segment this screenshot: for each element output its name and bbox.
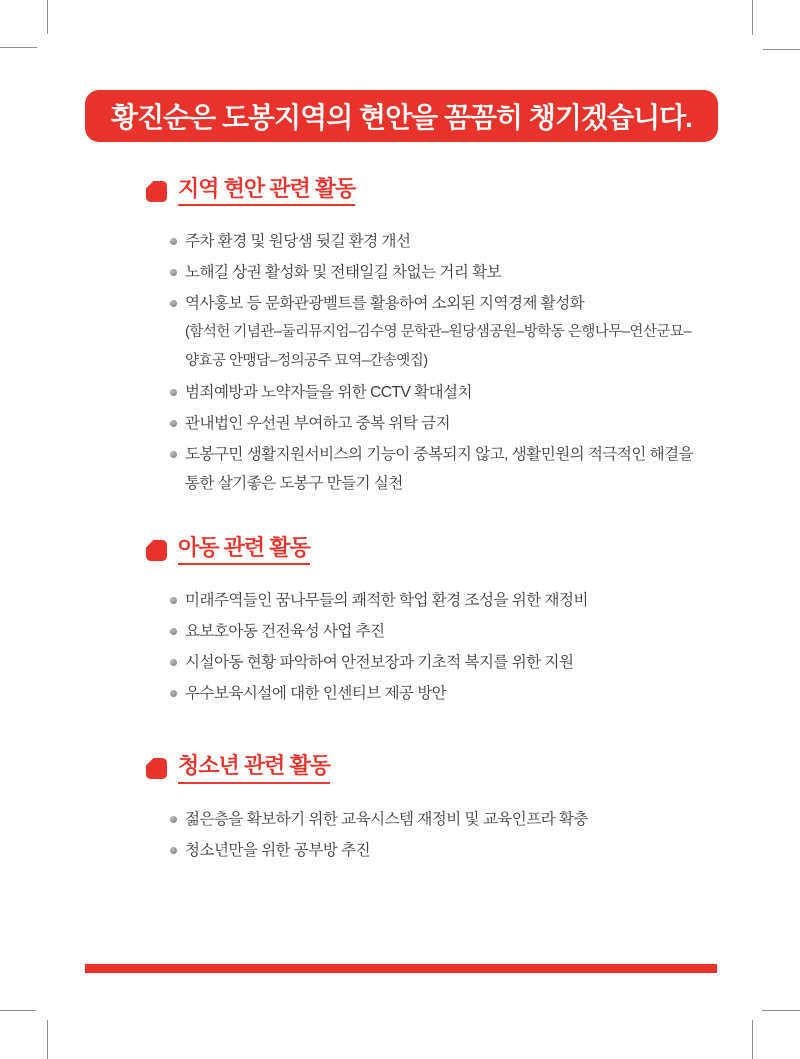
crop-mark-bottom-left-vertical [47, 1020, 48, 1059]
list-item [146, 440, 724, 498]
section-marker-icon [146, 758, 167, 779]
list-item [146, 805, 724, 834]
list-item [146, 378, 724, 407]
section-header [146, 754, 724, 783]
list-item [146, 289, 724, 376]
list-item-text: 젊은층을 확보하기 위한 교육시스템 재정비 및 교육인프라 확충 [185, 810, 588, 828]
list-item-text: 역사홍보 등 문화관광벨트를 활용하여 소외된 지역경제 활성화 [185, 295, 585, 313]
crop-mark-bottom-left-horizontal [0, 1010, 36, 1011]
bullet-icon [170, 628, 177, 635]
list-item-text: 노해길 상권 활성화 및 전태일길 차없는 거리 확보 [185, 264, 502, 282]
crop-mark-top-left-horizontal [0, 47, 37, 48]
list-item [146, 586, 724, 615]
headline-banner [85, 90, 718, 142]
bullet-icon [170, 269, 177, 276]
bullet-icon [170, 420, 177, 427]
bullet-icon [170, 690, 177, 697]
section-heading: 아동 관련 활동 [178, 536, 310, 565]
list-item-note: (함석헌 기념관–둘리뮤지엄–김수영 문학관–원당샘공원–방학동 은행나무–연산군묘–양효공 안맹담–정의공주 묘역–간송옛집) [185, 324, 692, 370]
bullet-icon [170, 816, 177, 823]
list-item [146, 836, 724, 865]
list-item [146, 617, 724, 646]
section-item-list [146, 227, 724, 498]
bullet-icon [170, 847, 177, 854]
headline-title: 황진순은 도봉지역의 현안을 꼼꼼히 챙기겠습니다. [111, 102, 692, 133]
crop-mark-bottom-right-vertical [752, 1020, 753, 1059]
bullet-icon [170, 300, 177, 307]
list-item-text: 요보호아동 건전육성 사업 추진 [185, 623, 385, 641]
section [146, 536, 724, 708]
list-item [146, 679, 724, 708]
section [146, 177, 724, 498]
list-item [146, 409, 724, 438]
bullet-icon [170, 238, 177, 245]
crop-mark-top-left-vertical [47, 0, 48, 34]
list-item-text: 주차 환경 및 원당샘 뒷길 환경 개선 [185, 233, 411, 251]
section-heading: 청소년 관련 활동 [178, 754, 330, 783]
section-heading: 지역 현안 관련 활동 [178, 177, 355, 206]
list-item-text: 범죄예방과 노약자들을 위한 CCTV 확대설치 [185, 384, 472, 402]
section-item-list [146, 586, 724, 708]
section [146, 754, 724, 864]
content [146, 177, 724, 903]
bullet-icon [170, 451, 177, 458]
list-item-text: 우수보육시설에 대한 인센티브 제공 방안 [185, 685, 447, 703]
bullet-icon [170, 597, 177, 604]
section-item-list [146, 805, 724, 865]
crop-mark-top-right-vertical [752, 0, 753, 35]
list-item-text: 미래주역들인 꿈나무들의 쾌적한 학업 환경 조성을 위한 재정비 [185, 592, 588, 610]
list-item-text: 청소년만을 위한 공부방 추진 [185, 841, 371, 859]
crop-mark-top-right-horizontal [763, 49, 800, 50]
list-item [146, 258, 724, 287]
crop-mark-bottom-right-horizontal [762, 1010, 800, 1011]
section-marker-icon [146, 181, 167, 202]
footer-rule [85, 964, 717, 973]
section-marker-icon [146, 540, 167, 561]
list-item [146, 227, 724, 256]
section-header [146, 177, 724, 206]
list-item-text: 시설아동 현황 파악하여 안전보장과 기초적 복지를 위한 지원 [185, 654, 574, 672]
list-item-text: 관내법인 우선권 부여하고 중복 위탁 금지 [185, 415, 451, 433]
list-item [146, 648, 724, 677]
bullet-icon [170, 659, 177, 666]
bullet-icon [170, 389, 177, 396]
list-item-text: 도봉구민 생활지원서비스의 기능이 중복되지 않고, 생활민원의 적극적인 해결을 통한 살기좋은 도봉구 만들기 실천 [185, 446, 694, 493]
section-header [146, 536, 724, 565]
